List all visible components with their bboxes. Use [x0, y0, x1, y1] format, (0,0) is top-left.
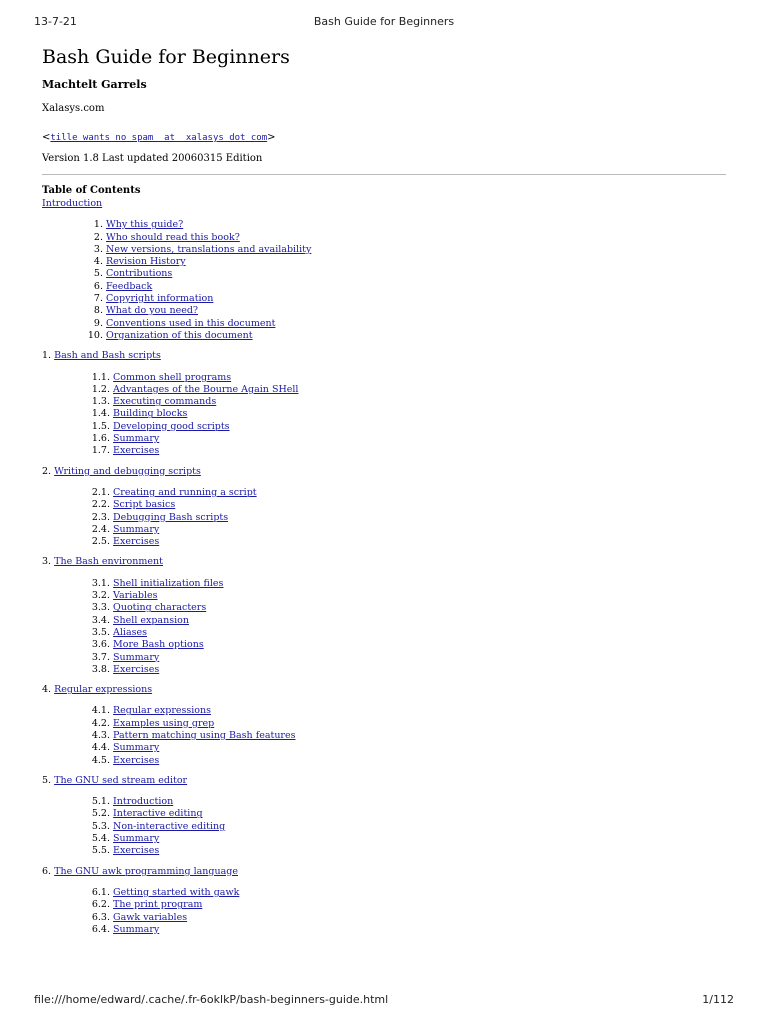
toc-section-link[interactable]: Summary [113, 651, 160, 663]
toc-section-item [67, 244, 727, 256]
toc-section-item [67, 808, 727, 820]
toc-section-number: 6. [93, 280, 103, 292]
toc-section-list [42, 487, 727, 548]
toc-section-number: 2. [93, 231, 103, 243]
toc-chapter-number: 5. [42, 774, 52, 786]
toc-section-link[interactable]: Exercises [113, 754, 160, 766]
toc-section-item [67, 499, 727, 511]
toc-section-item [67, 833, 727, 845]
toc-section-number: 1.5. [91, 420, 110, 432]
toc-section-link[interactable]: Copyright information [106, 293, 214, 305]
toc-section-link[interactable]: Exercises [113, 663, 160, 675]
toc-section-list [42, 219, 727, 342]
toc-section-item [67, 627, 727, 639]
toc-section-link[interactable]: Shell initialization files [113, 577, 224, 589]
toc-section-item [67, 730, 727, 742]
toc-section-number: 5.5. [91, 845, 110, 857]
toc-section-number: 1.6. [91, 433, 110, 445]
toc-section-item [67, 755, 727, 767]
toc-section-link[interactable]: Revision History [106, 256, 186, 268]
toc-section-item [67, 281, 727, 293]
toc-section-item [67, 912, 727, 924]
toc-title: Table of Contents [42, 185, 141, 196]
toc-section-link[interactable]: Developing good scripts [113, 420, 230, 432]
toc-section-link[interactable]: Exercises [113, 445, 160, 457]
toc-section-item [67, 664, 727, 676]
toc-section-number: 10. [87, 329, 103, 341]
toc-section-number: 3.3. [91, 602, 110, 614]
toc-section-link[interactable]: Non-interactive editing [113, 820, 226, 832]
toc-chapter-link[interactable]: The GNU sed stream editor [54, 774, 188, 786]
toc-section-item [67, 372, 727, 384]
toc-section-list [42, 372, 727, 458]
toc-section-link[interactable]: Building blocks [113, 408, 188, 420]
toc-section-number: 5.4. [91, 833, 110, 845]
toc-section-link[interactable]: Quoting characters [113, 602, 207, 614]
toc-section-link[interactable]: Examples using grep [113, 717, 215, 729]
toc-section-number: 9. [93, 317, 103, 329]
toc-section-link[interactable]: Variables [113, 590, 158, 602]
toc-section-list [42, 705, 727, 766]
toc-section-item [67, 652, 727, 664]
toc-section-item [67, 384, 727, 396]
toc-section-item [67, 487, 727, 499]
toc-chapter-number: 4. [42, 684, 52, 696]
toc-chapter-link[interactable]: The Bash environment [54, 556, 163, 568]
toc-section-number: 5.2. [91, 808, 110, 820]
toc-section-number: 1.7. [91, 445, 110, 457]
toc-section-item [67, 219, 727, 231]
divider [42, 174, 726, 175]
toc-chapter-link[interactable]: Bash and Bash scripts [54, 350, 161, 362]
toc-section-item [67, 330, 727, 342]
toc-chapter [42, 684, 727, 696]
toc-chapter-introduction [42, 198, 727, 210]
toc-section-number: 3.2. [91, 590, 110, 602]
toc-chapter [42, 466, 727, 478]
toc-section-number: 1.2. [91, 383, 110, 395]
toc-section-number: 1.4. [91, 408, 110, 420]
table-of-contents [42, 198, 727, 936]
print-header-date: 13-7-21 [34, 15, 77, 28]
author-email [42, 132, 727, 143]
toc-section-item [67, 433, 727, 445]
toc-section-number: 3.1. [91, 577, 110, 589]
toc-section-link[interactable]: Creating and running a script [113, 486, 257, 498]
document-title: Bash Guide for Beginners [42, 46, 290, 68]
email-link[interactable]: tille wants no spam _at_ xalasys dot com [50, 133, 268, 143]
author-name: Machtelt Garrels [42, 78, 147, 91]
toc-section-number: 3.8. [91, 663, 110, 675]
toc-section-link[interactable]: Introduction [113, 796, 174, 808]
toc-section-link[interactable]: More Bash options [113, 639, 204, 651]
toc-section-item [67, 615, 727, 627]
toc-section-link[interactable]: What do you need? [106, 305, 198, 317]
toc-section-number: 4.5. [91, 754, 110, 766]
toc-section-number: 1. [93, 219, 103, 231]
toc-section-link[interactable]: Contributions [106, 268, 173, 280]
toc-section-item [67, 536, 727, 548]
toc-chapter-link[interactable]: Regular expressions [54, 684, 153, 696]
email-open-bracket: < [42, 132, 51, 143]
toc-section-item [67, 602, 727, 614]
toc-section-item [67, 705, 727, 717]
toc-section-item [67, 293, 727, 305]
toc-section-link[interactable]: Why this guide? [106, 219, 184, 231]
toc-section-link[interactable]: Conventions used in this document [106, 317, 276, 329]
toc-section-number: 5.3. [91, 820, 110, 832]
toc-section-item [67, 718, 727, 730]
toc-section-item [67, 318, 727, 330]
toc-section-item [67, 445, 727, 457]
toc-section-item [67, 512, 727, 524]
toc-section-item [67, 639, 727, 651]
toc-section-link[interactable]: Advantages of the Bourne Again SHell [113, 383, 299, 395]
toc-chapter [42, 866, 727, 878]
toc-section-number: 3. [93, 243, 103, 255]
toc-section-item [67, 590, 727, 602]
toc-section-list [42, 887, 727, 936]
toc-section-item [67, 305, 727, 317]
toc-section-link[interactable]: Executing commands [113, 396, 217, 408]
print-footer-page: 1/112 [702, 993, 734, 1006]
toc-section-link[interactable]: The print program [113, 899, 203, 911]
toc-section-link[interactable]: Summary [113, 923, 160, 935]
toc-section-item [67, 524, 727, 536]
toc-chapter [42, 775, 727, 787]
toc-section-number: 4.4. [91, 742, 110, 754]
toc-section-link[interactable]: Pattern matching using Bash features [113, 729, 296, 741]
toc-section-link[interactable]: Summary [113, 433, 160, 445]
toc-section-link[interactable]: Organization of this document [106, 329, 253, 341]
toc-section-item [67, 408, 727, 420]
toc-section-item [67, 421, 727, 433]
toc-section-link[interactable]: Common shell programs [113, 371, 232, 383]
toc-chapter [42, 556, 727, 568]
toc-section-number: 5. [93, 268, 103, 280]
toc-section-number: 1.1. [91, 371, 110, 383]
toc-section-number: 1.3. [91, 396, 110, 408]
toc-chapter-number: 3. [42, 556, 52, 568]
toc-chapter-number: 6. [42, 865, 52, 877]
toc-chapter-number: 2. [42, 465, 52, 477]
affiliation: Xalasys.com [42, 103, 105, 114]
toc-section-item [67, 845, 727, 857]
toc-section-link[interactable]: Who should read this book? [106, 231, 240, 243]
toc-section-item [67, 924, 727, 936]
toc-section-link[interactable]: Feedback [106, 280, 153, 292]
toc-chapter-link[interactable]: The GNU awk programming language [54, 865, 238, 877]
toc-section-list [42, 796, 727, 857]
toc-section-number: 2.2. [91, 499, 110, 511]
toc-section-number: 8. [93, 305, 103, 317]
email-close-bracket: > [267, 132, 276, 143]
toc-section-link[interactable]: Summary [113, 742, 160, 754]
toc-section-number: 3.4. [91, 614, 110, 626]
toc-section-link[interactable]: Exercises [113, 845, 160, 857]
toc-section-item [67, 578, 727, 590]
document-body [42, 40, 727, 944]
toc-section-number: 4. [93, 256, 103, 268]
toc-section-item [67, 742, 727, 754]
toc-link-introduction[interactable]: Introduction [42, 198, 103, 209]
toc-section-number: 3.6. [91, 639, 110, 651]
toc-section-item [67, 887, 727, 899]
toc-section-number: 2.4. [91, 523, 110, 535]
toc-section-item [67, 396, 727, 408]
toc-section-number: 6.3. [91, 911, 110, 923]
toc-section-number: 2.3. [91, 511, 110, 523]
toc-section-link[interactable]: Getting started with gawk [113, 886, 240, 898]
toc-chapter-number: 1. [42, 350, 52, 362]
print-footer-url: file:///home/edward/.cache/.fr-6oklkP/bash-beginners-guide.html [34, 993, 389, 1006]
toc-section-number: 2.5. [91, 536, 110, 548]
toc-section-number: 6.2. [91, 899, 110, 911]
toc-section-item [67, 821, 727, 833]
toc-section-item [67, 232, 727, 244]
toc-section-number: 7. [93, 293, 103, 305]
toc-chapter-link[interactable]: Writing and debugging scripts [54, 465, 201, 477]
toc-section-link[interactable]: Gawk variables [113, 911, 188, 923]
toc-section-link[interactable]: Summary [113, 833, 160, 845]
toc-section-link[interactable]: Summary [113, 523, 160, 535]
toc-section-link[interactable]: Regular expressions [113, 705, 211, 717]
toc-section-number: 4.2. [91, 717, 110, 729]
toc-section-link[interactable]: Debugging Bash scripts [113, 511, 229, 523]
toc-section-number: 2.1. [91, 486, 110, 498]
toc-section-link[interactable]: Aliases [113, 626, 148, 638]
toc-section-number: 6.4. [91, 923, 110, 935]
toc-section-list [42, 578, 727, 676]
toc-section-number: 3.5. [91, 626, 110, 638]
print-header-title: Bash Guide for Beginners [313, 15, 455, 28]
toc-chapter [42, 350, 727, 362]
version-line: Version 1.8 Last updated 20060315 Edition [42, 153, 263, 164]
toc-section-number: 3.7. [91, 651, 110, 663]
toc-section-link[interactable]: Interactive editing [113, 808, 203, 820]
toc-section-number: 4.3. [91, 729, 110, 741]
toc-section-item [67, 796, 727, 808]
toc-section-link[interactable]: New versions, translations and availability [106, 243, 312, 255]
toc-section-item [67, 256, 727, 268]
toc-section-number: 4.1. [91, 705, 110, 717]
toc-section-item [67, 899, 727, 911]
toc-section-item [67, 268, 727, 280]
toc-section-link[interactable]: Exercises [113, 536, 160, 548]
toc-section-link[interactable]: Script basics [113, 499, 176, 511]
toc-section-link[interactable]: Shell expansion [113, 614, 189, 626]
toc-section-number: 6.1. [91, 886, 110, 898]
toc-section-number: 5.1. [91, 796, 110, 808]
